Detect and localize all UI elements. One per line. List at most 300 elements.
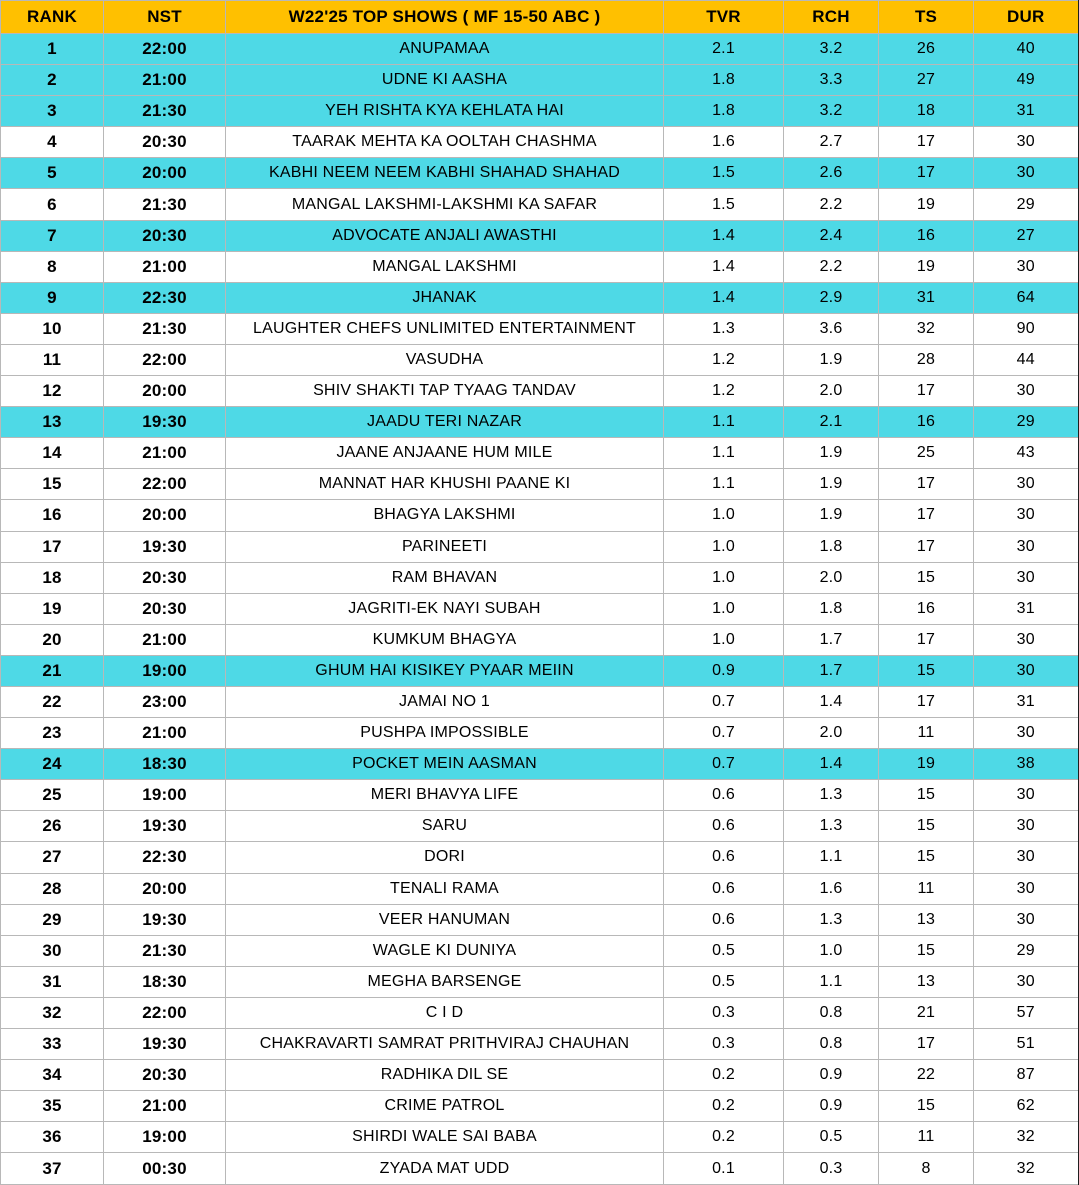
dur-cell: 29 bbox=[974, 935, 1079, 966]
rch-cell: 1.8 bbox=[784, 593, 879, 624]
ts-cell: 22 bbox=[879, 1060, 974, 1091]
header-rch: RCH bbox=[784, 1, 879, 34]
dur-cell: 30 bbox=[974, 158, 1079, 189]
show-cell: MANGAL LAKSHMI-LAKSHMI KA SAFAR bbox=[226, 189, 664, 220]
rch-cell: 1.3 bbox=[784, 780, 879, 811]
rch-cell: 1.6 bbox=[784, 873, 879, 904]
tvr-cell: 1.0 bbox=[664, 593, 784, 624]
tvr-cell: 1.0 bbox=[664, 562, 784, 593]
table-row bbox=[1, 313, 1079, 344]
nst-cell: 21:00 bbox=[104, 1091, 226, 1122]
rch-cell: 1.4 bbox=[784, 749, 879, 780]
table-row bbox=[1, 1060, 1079, 1091]
ts-cell: 13 bbox=[879, 904, 974, 935]
dur-cell: 27 bbox=[974, 220, 1079, 251]
ts-cell: 15 bbox=[879, 842, 974, 873]
table-row bbox=[1, 220, 1079, 251]
show-cell: YEH RISHTA KYA KEHLATA HAI bbox=[226, 96, 664, 127]
nst-cell: 21:30 bbox=[104, 313, 226, 344]
header-dur: DUR bbox=[974, 1, 1079, 34]
ts-cell: 27 bbox=[879, 65, 974, 96]
nst-cell: 19:00 bbox=[104, 655, 226, 686]
show-cell: SHIV SHAKTI TAP TYAAG TANDAV bbox=[226, 376, 664, 407]
rch-cell: 0.5 bbox=[784, 1122, 879, 1153]
show-cell: JAADU TERI NAZAR bbox=[226, 407, 664, 438]
dur-cell: 31 bbox=[974, 593, 1079, 624]
rank-cell: 30 bbox=[1, 935, 104, 966]
rch-cell: 0.9 bbox=[784, 1091, 879, 1122]
table-row bbox=[1, 562, 1079, 593]
nst-cell: 21:00 bbox=[104, 718, 226, 749]
dur-cell: 57 bbox=[974, 997, 1079, 1028]
nst-cell: 20:30 bbox=[104, 562, 226, 593]
dur-cell: 49 bbox=[974, 65, 1079, 96]
ts-cell: 17 bbox=[879, 1029, 974, 1060]
nst-cell: 19:30 bbox=[104, 811, 226, 842]
table-row bbox=[1, 935, 1079, 966]
rank-cell: 18 bbox=[1, 562, 104, 593]
dur-cell: 30 bbox=[974, 531, 1079, 562]
tvr-cell: 0.6 bbox=[664, 873, 784, 904]
table-row bbox=[1, 873, 1079, 904]
show-cell: BHAGYA LAKSHMI bbox=[226, 500, 664, 531]
ts-cell: 28 bbox=[879, 344, 974, 375]
tvr-cell: 1.0 bbox=[664, 531, 784, 562]
rch-cell: 1.9 bbox=[784, 438, 879, 469]
ts-cell: 17 bbox=[879, 158, 974, 189]
show-cell: VASUDHA bbox=[226, 344, 664, 375]
table-row bbox=[1, 1091, 1079, 1122]
rank-cell: 24 bbox=[1, 749, 104, 780]
tvr-cell: 1.3 bbox=[664, 313, 784, 344]
show-cell: SARU bbox=[226, 811, 664, 842]
show-cell: TAARAK MEHTA KA OOLTAH CHASHMA bbox=[226, 127, 664, 158]
rank-cell: 36 bbox=[1, 1122, 104, 1153]
header-nst: NST bbox=[104, 1, 226, 34]
rank-cell: 23 bbox=[1, 718, 104, 749]
show-cell: ZYADA MAT UDD bbox=[226, 1153, 664, 1185]
show-cell: CHAKRAVARTI SAMRAT PRITHVIRAJ CHAUHAN bbox=[226, 1029, 664, 1060]
rank-cell: 15 bbox=[1, 469, 104, 500]
dur-cell: 31 bbox=[974, 96, 1079, 127]
rch-cell: 1.9 bbox=[784, 469, 879, 500]
rch-cell: 3.3 bbox=[784, 65, 879, 96]
table-row bbox=[1, 686, 1079, 717]
ts-cell: 11 bbox=[879, 1122, 974, 1153]
show-cell: SHIRDI WALE SAI BABA bbox=[226, 1122, 664, 1153]
ts-cell: 15 bbox=[879, 811, 974, 842]
dur-cell: 43 bbox=[974, 438, 1079, 469]
tvr-cell: 0.6 bbox=[664, 780, 784, 811]
nst-cell: 00:30 bbox=[104, 1153, 226, 1185]
tvr-cell: 1.0 bbox=[664, 500, 784, 531]
table-row bbox=[1, 531, 1079, 562]
show-cell: JAMAI NO 1 bbox=[226, 686, 664, 717]
show-cell: KUMKUM BHAGYA bbox=[226, 624, 664, 655]
header-tvr: TVR bbox=[664, 1, 784, 34]
tvr-cell: 1.4 bbox=[664, 251, 784, 282]
rank-cell: 28 bbox=[1, 873, 104, 904]
ts-cell: 17 bbox=[879, 376, 974, 407]
table-row bbox=[1, 376, 1079, 407]
tvr-cell: 0.2 bbox=[664, 1122, 784, 1153]
nst-cell: 19:30 bbox=[104, 1029, 226, 1060]
table-row bbox=[1, 127, 1079, 158]
nst-cell: 18:30 bbox=[104, 966, 226, 997]
rank-cell: 27 bbox=[1, 842, 104, 873]
rank-cell: 10 bbox=[1, 313, 104, 344]
table-row bbox=[1, 1029, 1079, 1060]
nst-cell: 20:00 bbox=[104, 873, 226, 904]
nst-cell: 22:00 bbox=[104, 34, 226, 65]
tvr-cell: 0.6 bbox=[664, 811, 784, 842]
rch-cell: 2.4 bbox=[784, 220, 879, 251]
rank-cell: 33 bbox=[1, 1029, 104, 1060]
ts-cell: 19 bbox=[879, 189, 974, 220]
dur-cell: 31 bbox=[974, 686, 1079, 717]
table-row bbox=[1, 749, 1079, 780]
nst-cell: 22:00 bbox=[104, 997, 226, 1028]
dur-cell: 30 bbox=[974, 469, 1079, 500]
show-cell: WAGLE KI DUNIYA bbox=[226, 935, 664, 966]
ts-cell: 17 bbox=[879, 127, 974, 158]
ts-cell: 17 bbox=[879, 469, 974, 500]
nst-cell: 21:30 bbox=[104, 189, 226, 220]
nst-cell: 21:00 bbox=[104, 251, 226, 282]
rch-cell: 2.2 bbox=[784, 251, 879, 282]
rch-cell: 1.1 bbox=[784, 966, 879, 997]
table-row bbox=[1, 655, 1079, 686]
nst-cell: 19:30 bbox=[104, 904, 226, 935]
ts-cell: 16 bbox=[879, 220, 974, 251]
rank-cell: 31 bbox=[1, 966, 104, 997]
tvr-cell: 0.7 bbox=[664, 718, 784, 749]
nst-cell: 22:00 bbox=[104, 469, 226, 500]
dur-cell: 30 bbox=[974, 966, 1079, 997]
rank-cell: 29 bbox=[1, 904, 104, 935]
dur-cell: 30 bbox=[974, 562, 1079, 593]
ts-cell: 19 bbox=[879, 251, 974, 282]
table-row bbox=[1, 904, 1079, 935]
tvr-cell: 1.1 bbox=[664, 407, 784, 438]
table-row bbox=[1, 966, 1079, 997]
table-row bbox=[1, 593, 1079, 624]
dur-cell: 38 bbox=[974, 749, 1079, 780]
tvr-cell: 0.7 bbox=[664, 686, 784, 717]
dur-cell: 64 bbox=[974, 282, 1079, 313]
rank-cell: 22 bbox=[1, 686, 104, 717]
ts-cell: 11 bbox=[879, 718, 974, 749]
ts-cell: 17 bbox=[879, 686, 974, 717]
ts-cell: 17 bbox=[879, 531, 974, 562]
show-cell: RADHIKA DIL SE bbox=[226, 1060, 664, 1091]
tvr-cell: 1.4 bbox=[664, 220, 784, 251]
tvr-cell: 0.3 bbox=[664, 1029, 784, 1060]
nst-cell: 21:30 bbox=[104, 935, 226, 966]
rch-cell: 1.7 bbox=[784, 624, 879, 655]
ts-cell: 15 bbox=[879, 935, 974, 966]
table-title: W22'25 TOP SHOWS ( MF 15-50 ABC ) bbox=[226, 1, 664, 34]
nst-cell: 21:00 bbox=[104, 624, 226, 655]
rank-cell: 11 bbox=[1, 344, 104, 375]
rch-cell: 3.6 bbox=[784, 313, 879, 344]
rank-cell: 2 bbox=[1, 65, 104, 96]
nst-cell: 20:30 bbox=[104, 593, 226, 624]
table-body bbox=[1, 34, 1079, 1185]
tvr-cell: 0.9 bbox=[664, 655, 784, 686]
table-row bbox=[1, 34, 1079, 65]
tvr-cell: 1.5 bbox=[664, 158, 784, 189]
rch-cell: 0.9 bbox=[784, 1060, 879, 1091]
tvr-cell: 0.6 bbox=[664, 842, 784, 873]
tvr-cell: 1.0 bbox=[664, 624, 784, 655]
table-row bbox=[1, 438, 1079, 469]
show-cell: JAANE ANJAANE HUM MILE bbox=[226, 438, 664, 469]
ts-cell: 17 bbox=[879, 500, 974, 531]
show-cell: GHUM HAI KISIKEY PYAAR MEIIN bbox=[226, 655, 664, 686]
ts-cell: 11 bbox=[879, 873, 974, 904]
dur-cell: 30 bbox=[974, 718, 1079, 749]
rch-cell: 2.6 bbox=[784, 158, 879, 189]
dur-cell: 29 bbox=[974, 407, 1079, 438]
rank-cell: 9 bbox=[1, 282, 104, 313]
ts-cell: 16 bbox=[879, 407, 974, 438]
show-cell: LAUGHTER CHEFS UNLIMITED ENTERTAINMENT bbox=[226, 313, 664, 344]
rch-cell: 1.0 bbox=[784, 935, 879, 966]
dur-cell: 30 bbox=[974, 811, 1079, 842]
table-row bbox=[1, 997, 1079, 1028]
nst-cell: 20:30 bbox=[104, 127, 226, 158]
tvr-cell: 1.4 bbox=[664, 282, 784, 313]
ts-cell: 32 bbox=[879, 313, 974, 344]
header-rank: RANK bbox=[1, 1, 104, 34]
nst-cell: 19:30 bbox=[104, 531, 226, 562]
dur-cell: 51 bbox=[974, 1029, 1079, 1060]
tvr-cell: 1.2 bbox=[664, 376, 784, 407]
ts-cell: 26 bbox=[879, 34, 974, 65]
show-cell: MANGAL LAKSHMI bbox=[226, 251, 664, 282]
nst-cell: 19:00 bbox=[104, 780, 226, 811]
rch-cell: 2.0 bbox=[784, 718, 879, 749]
show-cell: MERI BHAVYA LIFE bbox=[226, 780, 664, 811]
show-cell: KABHI NEEM NEEM KABHI SHAHAD SHAHAD bbox=[226, 158, 664, 189]
nst-cell: 22:30 bbox=[104, 282, 226, 313]
rank-cell: 16 bbox=[1, 500, 104, 531]
tvr-cell: 0.5 bbox=[664, 966, 784, 997]
show-cell: UDNE KI AASHA bbox=[226, 65, 664, 96]
dur-cell: 30 bbox=[974, 842, 1079, 873]
nst-cell: 21:00 bbox=[104, 438, 226, 469]
tvr-cell: 0.5 bbox=[664, 935, 784, 966]
rank-cell: 37 bbox=[1, 1153, 104, 1185]
show-cell: JAGRITI-EK NAYI SUBAH bbox=[226, 593, 664, 624]
show-cell: ADVOCATE ANJALI AWASTHI bbox=[226, 220, 664, 251]
rank-cell: 19 bbox=[1, 593, 104, 624]
table-row bbox=[1, 469, 1079, 500]
dur-cell: 30 bbox=[974, 500, 1079, 531]
rch-cell: 1.9 bbox=[784, 344, 879, 375]
rch-cell: 1.1 bbox=[784, 842, 879, 873]
rch-cell: 2.2 bbox=[784, 189, 879, 220]
nst-cell: 19:00 bbox=[104, 1122, 226, 1153]
rank-cell: 32 bbox=[1, 997, 104, 1028]
rch-cell: 0.8 bbox=[784, 997, 879, 1028]
tvr-cell: 1.8 bbox=[664, 65, 784, 96]
nst-cell: 21:30 bbox=[104, 96, 226, 127]
show-cell: TENALI RAMA bbox=[226, 873, 664, 904]
ts-cell: 15 bbox=[879, 780, 974, 811]
rch-cell: 1.7 bbox=[784, 655, 879, 686]
rch-cell: 3.2 bbox=[784, 96, 879, 127]
rank-cell: 3 bbox=[1, 96, 104, 127]
ts-cell: 17 bbox=[879, 624, 974, 655]
show-cell: MANNAT HAR KHUSHI PAANE KI bbox=[226, 469, 664, 500]
show-cell: MEGHA BARSENGE bbox=[226, 966, 664, 997]
rch-cell: 2.0 bbox=[784, 376, 879, 407]
dur-cell: 30 bbox=[974, 376, 1079, 407]
dur-cell: 90 bbox=[974, 313, 1079, 344]
dur-cell: 29 bbox=[974, 189, 1079, 220]
ts-cell: 31 bbox=[879, 282, 974, 313]
tvr-cell: 1.1 bbox=[664, 469, 784, 500]
table-row bbox=[1, 780, 1079, 811]
table-row bbox=[1, 811, 1079, 842]
nst-cell: 19:30 bbox=[104, 407, 226, 438]
dur-cell: 30 bbox=[974, 904, 1079, 935]
nst-cell: 18:30 bbox=[104, 749, 226, 780]
table-row bbox=[1, 842, 1079, 873]
show-cell: DORI bbox=[226, 842, 664, 873]
show-cell: RAM BHAVAN bbox=[226, 562, 664, 593]
tvr-cell: 1.6 bbox=[664, 127, 784, 158]
ts-cell: 8 bbox=[879, 1153, 974, 1185]
table-row bbox=[1, 718, 1079, 749]
rank-cell: 21 bbox=[1, 655, 104, 686]
rank-cell: 14 bbox=[1, 438, 104, 469]
ts-cell: 18 bbox=[879, 96, 974, 127]
show-cell: ANUPAMAA bbox=[226, 34, 664, 65]
ts-cell: 19 bbox=[879, 749, 974, 780]
ts-cell: 25 bbox=[879, 438, 974, 469]
nst-cell: 20:30 bbox=[104, 220, 226, 251]
rch-cell: 0.8 bbox=[784, 1029, 879, 1060]
dur-cell: 30 bbox=[974, 127, 1079, 158]
nst-cell: 20:00 bbox=[104, 158, 226, 189]
rank-cell: 1 bbox=[1, 34, 104, 65]
dur-cell: 30 bbox=[974, 780, 1079, 811]
show-cell: CRIME PATROL bbox=[226, 1091, 664, 1122]
tvr-cell: 1.8 bbox=[664, 96, 784, 127]
dur-cell: 44 bbox=[974, 344, 1079, 375]
dur-cell: 32 bbox=[974, 1122, 1079, 1153]
rank-cell: 7 bbox=[1, 220, 104, 251]
table-row bbox=[1, 407, 1079, 438]
tvr-cell: 0.2 bbox=[664, 1060, 784, 1091]
table-row bbox=[1, 500, 1079, 531]
tvr-cell: 0.7 bbox=[664, 749, 784, 780]
rank-cell: 26 bbox=[1, 811, 104, 842]
show-cell: PUSHPA IMPOSSIBLE bbox=[226, 718, 664, 749]
table-row bbox=[1, 251, 1079, 282]
tvr-cell: 1.5 bbox=[664, 189, 784, 220]
dur-cell: 30 bbox=[974, 251, 1079, 282]
dur-cell: 40 bbox=[974, 34, 1079, 65]
show-cell: PARINEETI bbox=[226, 531, 664, 562]
rch-cell: 2.0 bbox=[784, 562, 879, 593]
rch-cell: 2.1 bbox=[784, 407, 879, 438]
rank-cell: 6 bbox=[1, 189, 104, 220]
nst-cell: 22:30 bbox=[104, 842, 226, 873]
tvr-cell: 0.6 bbox=[664, 904, 784, 935]
rch-cell: 1.8 bbox=[784, 531, 879, 562]
rch-cell: 3.2 bbox=[784, 34, 879, 65]
rank-cell: 17 bbox=[1, 531, 104, 562]
rch-cell: 1.3 bbox=[784, 904, 879, 935]
show-cell: JHANAK bbox=[226, 282, 664, 313]
nst-cell: 21:00 bbox=[104, 65, 226, 96]
dur-cell: 32 bbox=[974, 1153, 1079, 1185]
rank-cell: 34 bbox=[1, 1060, 104, 1091]
rank-cell: 20 bbox=[1, 624, 104, 655]
header-row bbox=[1, 1, 1079, 34]
ts-cell: 15 bbox=[879, 655, 974, 686]
dur-cell: 62 bbox=[974, 1091, 1079, 1122]
rch-cell: 2.7 bbox=[784, 127, 879, 158]
tvr-cell: 0.2 bbox=[664, 1091, 784, 1122]
ts-cell: 13 bbox=[879, 966, 974, 997]
tvr-cell: 1.2 bbox=[664, 344, 784, 375]
nst-cell: 20:30 bbox=[104, 1060, 226, 1091]
tvr-cell: 0.1 bbox=[664, 1153, 784, 1185]
show-cell: VEER HANUMAN bbox=[226, 904, 664, 935]
rch-cell: 2.9 bbox=[784, 282, 879, 313]
ts-cell: 21 bbox=[879, 997, 974, 1028]
rch-cell: 1.3 bbox=[784, 811, 879, 842]
nst-cell: 23:00 bbox=[104, 686, 226, 717]
rank-cell: 12 bbox=[1, 376, 104, 407]
dur-cell: 30 bbox=[974, 655, 1079, 686]
table-row bbox=[1, 1153, 1079, 1185]
ts-cell: 15 bbox=[879, 562, 974, 593]
rank-cell: 5 bbox=[1, 158, 104, 189]
rch-cell: 1.9 bbox=[784, 500, 879, 531]
table-row bbox=[1, 1122, 1079, 1153]
show-cell: POCKET MEIN AASMAN bbox=[226, 749, 664, 780]
dur-cell: 87 bbox=[974, 1060, 1079, 1091]
table-row bbox=[1, 282, 1079, 313]
rank-cell: 25 bbox=[1, 780, 104, 811]
table-row bbox=[1, 189, 1079, 220]
nst-cell: 22:00 bbox=[104, 344, 226, 375]
show-cell: C I D bbox=[226, 997, 664, 1028]
tvr-cell: 1.1 bbox=[664, 438, 784, 469]
rch-cell: 0.3 bbox=[784, 1153, 879, 1185]
nst-cell: 20:00 bbox=[104, 376, 226, 407]
ts-cell: 15 bbox=[879, 1091, 974, 1122]
nst-cell: 20:00 bbox=[104, 500, 226, 531]
tvr-cell: 2.1 bbox=[664, 34, 784, 65]
rank-cell: 13 bbox=[1, 407, 104, 438]
table-row bbox=[1, 624, 1079, 655]
tvr-cell: 0.3 bbox=[664, 997, 784, 1028]
table-row bbox=[1, 65, 1079, 96]
header-ts: TS bbox=[879, 1, 974, 34]
rank-cell: 4 bbox=[1, 127, 104, 158]
table-row bbox=[1, 96, 1079, 127]
ts-cell: 16 bbox=[879, 593, 974, 624]
rch-cell: 1.4 bbox=[784, 686, 879, 717]
table-row bbox=[1, 158, 1079, 189]
